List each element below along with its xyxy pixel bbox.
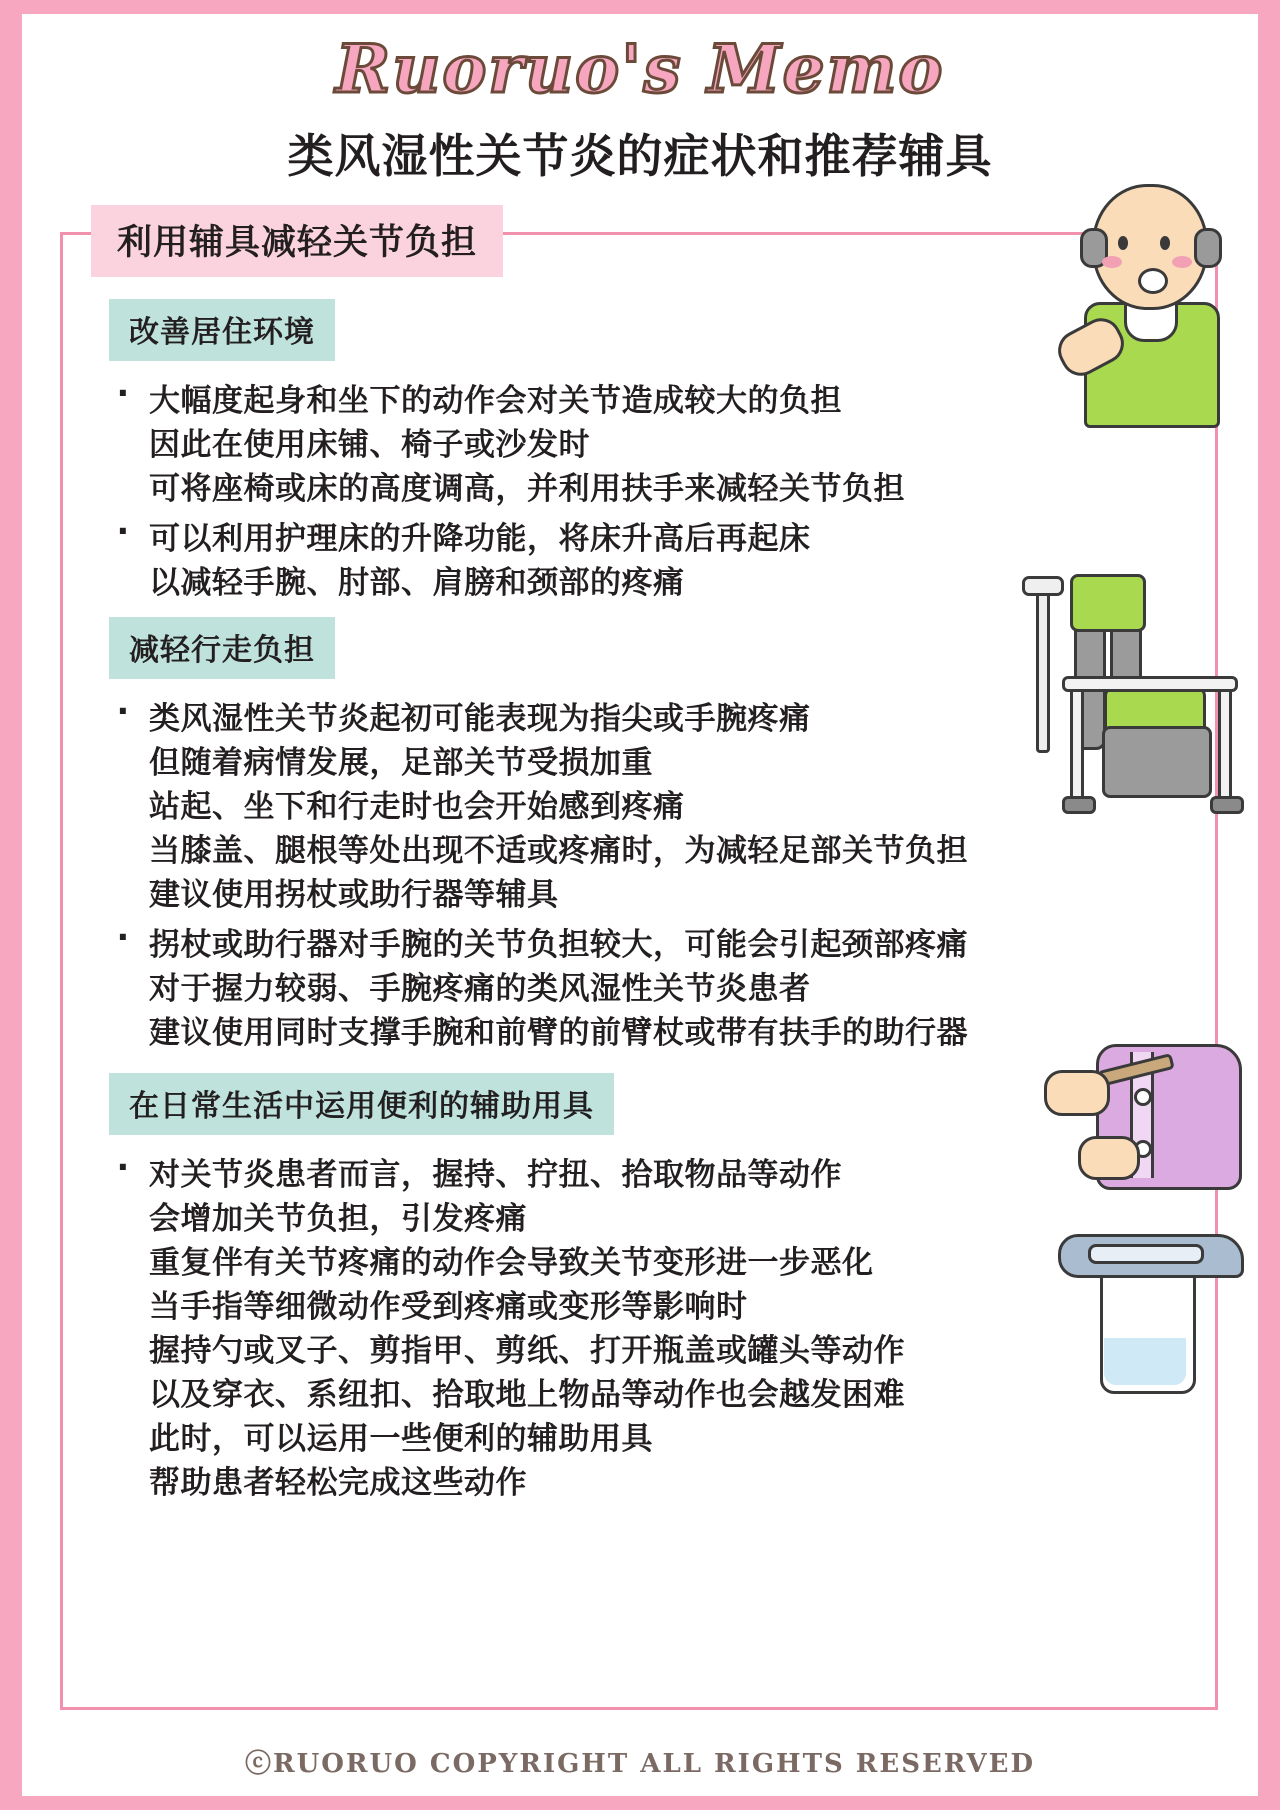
text-line: 以减轻手腕、肘部、肩膀和颈部的疼痛 bbox=[149, 565, 685, 600]
text-line: 建议使用拐杖或助行器等辅具 bbox=[149, 877, 559, 912]
section-title: 利用辅具减轻关节负担 bbox=[91, 205, 503, 277]
text-line: 对于握力较弱、手腕疼痛的类风湿性关节炎患者 bbox=[149, 971, 811, 1006]
list-item bbox=[109, 697, 968, 917]
content-frame bbox=[60, 223, 1218, 1710]
bullet-list bbox=[109, 379, 905, 605]
walker-illustration bbox=[1058, 660, 1258, 830]
text-line: · 对关节炎患者而言，握持、拧扭、拾取物品等动作 bbox=[149, 1157, 842, 1192]
text-line: · 大幅度起身和坐下的动作会对关节造成较大的负担 bbox=[149, 383, 842, 418]
text-line: 可将座椅或床的高度调高，并利用扶手来减轻关节负担 bbox=[149, 471, 905, 506]
text-line: 重复伴有关节疼痛的动作会导致关节变形进一步恶化 bbox=[149, 1245, 874, 1280]
block-daily-life-aids bbox=[109, 1073, 905, 1511]
memo-page bbox=[22, 14, 1258, 1796]
block-heading: 减轻行走负担 bbox=[109, 617, 335, 679]
text-line: · 类风湿性关节炎起初可能表现为指尖或手腕疼痛 bbox=[149, 701, 811, 736]
block-heading: 在日常生活中运用便利的辅助用具 bbox=[109, 1073, 614, 1135]
text-line: 因此在使用床铺、椅子或沙发时 bbox=[149, 427, 590, 462]
block-heading: 改善居住环境 bbox=[109, 299, 335, 361]
list-item bbox=[109, 923, 968, 1055]
text-line: 站起、坐下和行走时也会开始感到疼痛 bbox=[149, 789, 685, 824]
text-line: · 拐杖或助行器对手腕的关节负担较大，可能会引起颈部疼痛 bbox=[149, 927, 968, 962]
text-line: 但随着病情发展，足部关节受损加重 bbox=[149, 745, 653, 780]
text-line: 会增加关节负担，引发疼痛 bbox=[149, 1201, 527, 1236]
bottle-opener-aid-illustration bbox=[1048, 1234, 1248, 1414]
block-reduce-walking-burden bbox=[109, 617, 968, 1061]
text-line: · 可以利用护理床的升降功能，将床升高后再起床 bbox=[149, 521, 811, 556]
elderly-man-illustration bbox=[1054, 184, 1244, 434]
text-line: 当膝盖、腿根等处出现不适或疼痛时，为减轻足部关节负担 bbox=[149, 833, 968, 868]
block-improve-living-environment bbox=[109, 299, 905, 611]
text-line: 帮助患者轻松完成这些动作 bbox=[149, 1465, 527, 1500]
text-line: 此时，可以运用一些便利的辅助用具 bbox=[149, 1421, 653, 1456]
button-hook-aid-illustration bbox=[1044, 1044, 1244, 1194]
text-line: 建议使用同时支撑手腕和前臂的前臂杖或带有扶手的助行器 bbox=[149, 1015, 968, 1050]
text-line: 握持勺或叉子、剪指甲、剪纸、打开瓶盖或罐头等动作 bbox=[149, 1333, 905, 1368]
list-item bbox=[109, 1153, 905, 1505]
list-item bbox=[109, 379, 905, 511]
bullet-list bbox=[109, 1153, 905, 1505]
page-title: Ruoruo's Memo bbox=[335, 30, 945, 108]
text-line: 以及穿衣、系纽扣、拾取地上物品等动作也会越发困难 bbox=[149, 1377, 905, 1412]
bullet-list bbox=[109, 697, 968, 1055]
copyright-footer: ⓒRUORUO COPYRIGHT ALL RIGHTS RESERVED bbox=[244, 1749, 1036, 1779]
text-line: 当手指等细微动作受到疼痛或变形等影响时 bbox=[149, 1289, 748, 1324]
list-item bbox=[109, 517, 905, 605]
page-subtitle: 类风湿性关节炎的症状和推荐辅具 bbox=[287, 130, 993, 182]
